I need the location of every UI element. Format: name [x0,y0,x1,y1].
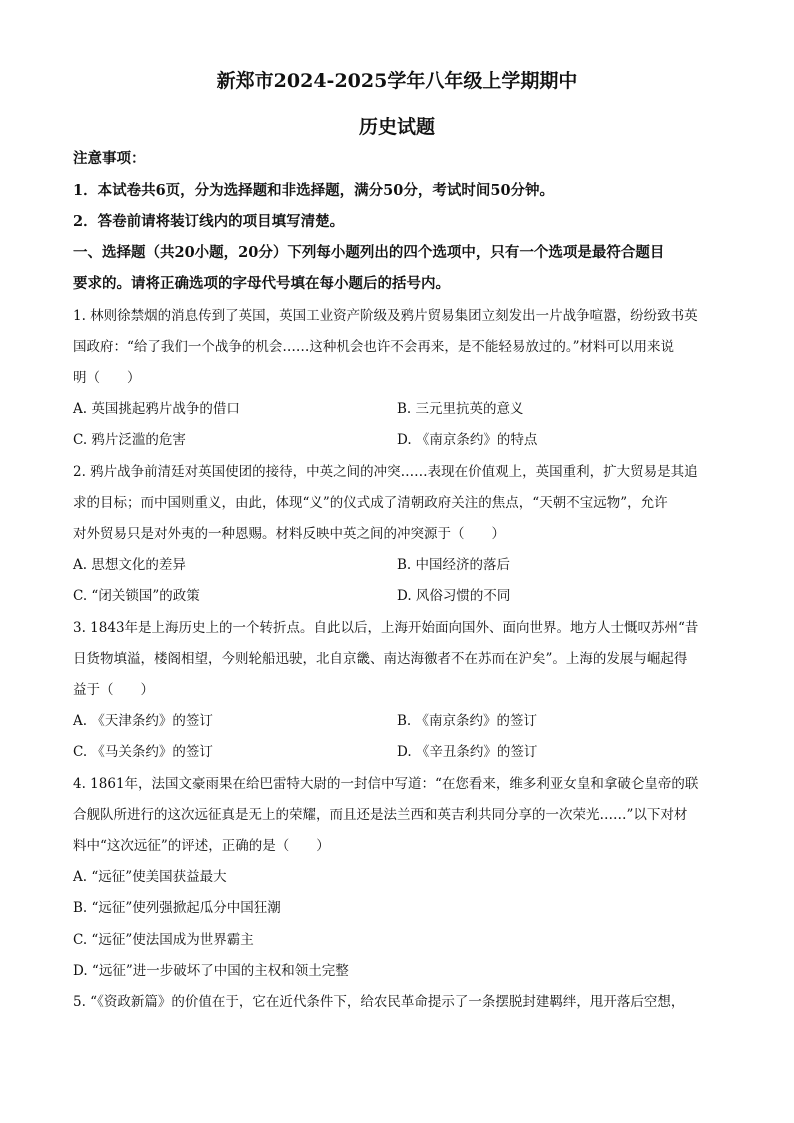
question-4-option-b: B. “远征”使列强掀起瓜分中国狂潮 [73,900,281,916]
question-1-text: 国政府：“给了我们一个战争的机会……这种机会也许不会再来，是不能轻易放过的。”材料可以用来说 [73,339,675,355]
question-2-option-c: C. “闭关锁国”的政策 [73,588,200,604]
question-4-text: 合舰队所进行的这次远征真是无上的荣耀，而且还是法兰西和英吉利共同分享的一次荣光……”以下对材 [73,807,688,823]
question-3-option-a: A. 《天津条约》的签订 [73,713,213,729]
question-1-text: 1. 林则徐禁烟的消息传到了英国，英国工业资产阶级及鸦片贸易集团立刻发出一片战争喧嚣，纷纷致书英 [73,308,698,324]
question-4-text: 料中“这次远征”的评述，正确的是（ ） [73,838,330,854]
question-1-option-b: B. 三元里抗英的意义 [397,401,524,417]
question-3-text: 3. 1843年是上海历史上的一个转折点。自此以后，上海开始面向国外、面向世界。地方人士慨叹苏州“昔 [73,620,699,636]
note-item: 1．本试卷共6页，分为选择题和非选择题，满分50分，考试时间50分钟。 [73,182,555,199]
question-4-option-a: A. “远征”使美国获益最大 [73,869,227,885]
question-3-text: 日货物填溢，楼阁相望，今则轮船迅驶，北自京畿、南达海徼者不在苏而在沪矣”。上海的发展与崛起得 [73,651,688,667]
question-4-option-d: D. “远征”进一步破坏了中国的主权和领土完整 [73,963,349,979]
section-instruction: 一、选择题（共20小题，20分）下列每小题列出的四个选项中，只有一个选项是最符合题目 [73,244,665,261]
question-3-option-d: D. 《辛丑条约》的签订 [397,744,538,760]
question-2-text: 求的目标；而中国则重义，由此，体现“义”的仪式成了清朝政府关注的焦点，“天朝不宝远物”，允许 [73,495,668,511]
question-3-option-b: B. 《南京条约》的签订 [397,713,538,729]
exam-subject: 历史试题 [358,116,435,138]
question-2-text: 2. 鸦片战争前清廷对英国使团的接待，中英之间的冲突……表现在价值观上，英国重利，扩大贸易是其追 [73,464,698,480]
question-4-text: 4. 1861年，法国文豪雨果在给巴雷特大尉的一封信中写道：“在您看来，维多利亚女皇和拿破仑皇帝的联 [73,776,699,792]
question-1-option-a: A. 英国挑起鸦片战争的借口 [73,401,240,417]
question-2-option-d: D. 风俗习惯的不同 [397,588,511,604]
question-1-option-c: C. 鸦片泛滥的危害 [73,432,186,448]
question-2-option-b: B. 中国经济的落后 [397,557,511,573]
question-2-text: 对外贸易只是对外夷的一种恩赐。材料反映中英之间的冲突源于（ ） [73,526,505,542]
question-1-text: 明（ ） [73,370,141,386]
question-2-option-a: A. 思想文化的差异 [73,557,186,573]
note-item: 2．答卷前请将装订线内的项目填写清楚。 [73,213,345,230]
question-4-option-c: C. “远征”使法国成为世界霸主 [73,932,254,948]
exam-title: 新郑市2024-2025学年八年级上学期期中 [216,70,578,92]
section-instruction: 要求的。请将正确选项的字母代号填在每小题后的括号内。 [73,275,450,292]
question-1-option-d: D. 《南京条约》的特点 [397,432,538,448]
question-3-option-c: C. 《马关条约》的签订 [73,744,213,760]
notes-heading: 注意事项： [73,150,146,167]
question-3-text: 益于（ ） [73,682,154,698]
question-5-text: 5. “《资政新篇》的价值在于，它在近代条件下，给农民革命提示了一条摆脱封建羁绊，甩开落后空想， [73,994,685,1010]
